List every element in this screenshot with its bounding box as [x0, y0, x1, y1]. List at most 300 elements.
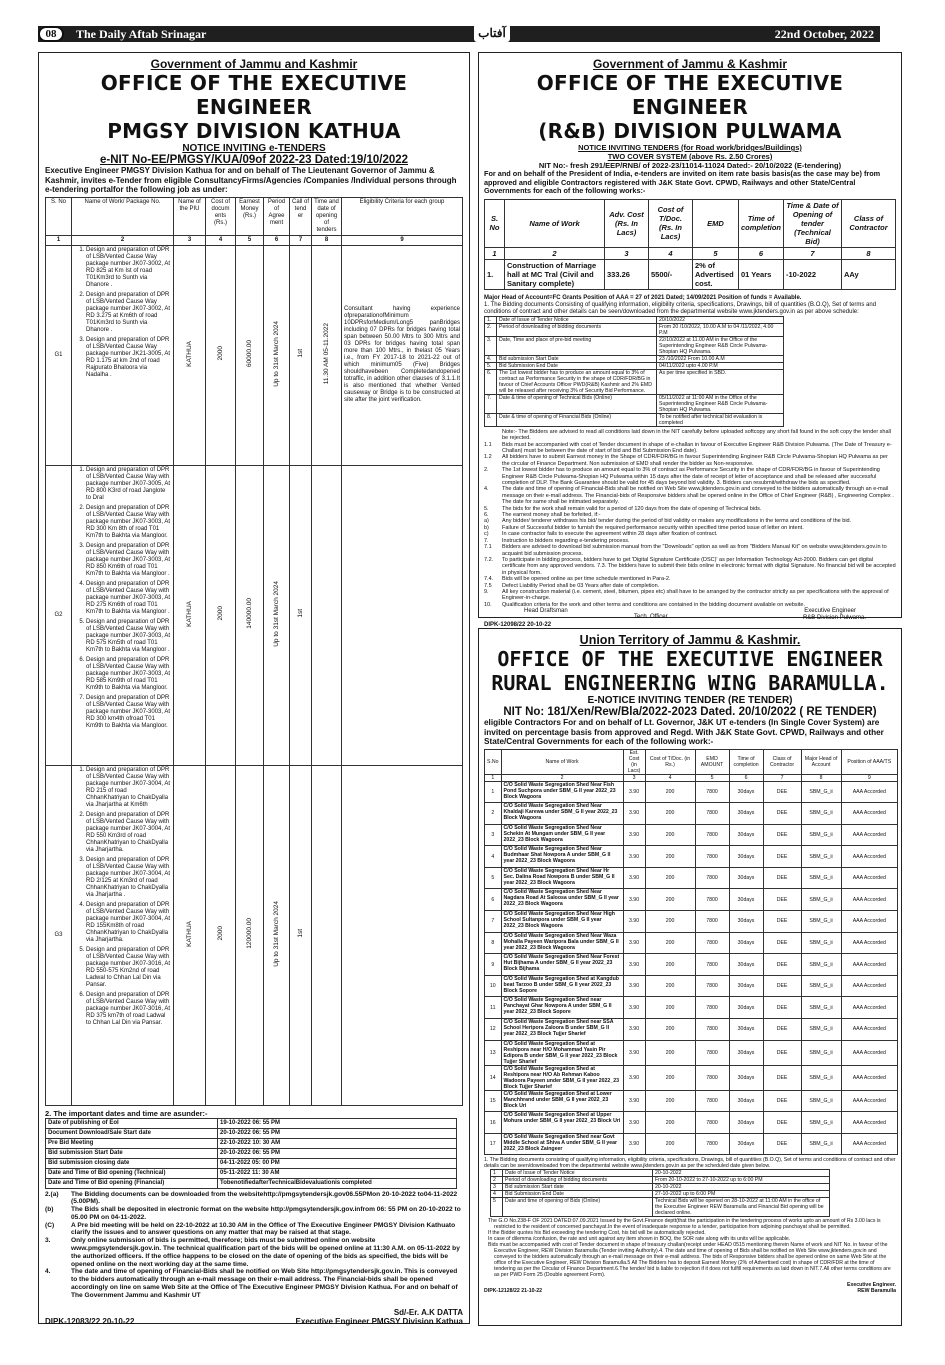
row-cell: C/O Solid Waste Segregation Shed Near Schekin At Mungam under SBM_G II year 2022_23 Block Wagoora: [501, 824, 623, 846]
row-cell: SBM_G_ii: [801, 889, 841, 911]
pulwama-sig-draftsman: Head Draftsman: [524, 608, 568, 615]
row-cell: 200: [645, 954, 695, 976]
row-cell: C/O Solid Waste Segregation Shed Near Hr Sec. Dalina Road Nowpora B under SBM_G II year 2022_23 Block Wagoora: [501, 867, 623, 889]
row-cell: DEE: [763, 824, 801, 846]
table-row: [485, 1090, 898, 1112]
date-cell: As per time specified in SBD.: [657, 369, 784, 394]
date-cell: 23 /10/2022 From 10.00 A.M: [657, 355, 784, 362]
row-cell: AAA Accorded: [841, 997, 897, 1019]
column-number: 6: [264, 235, 290, 245]
row-cell: 15: [485, 1090, 502, 1112]
date-cell: Bid submission Start date: [503, 1184, 653, 1191]
column-number: 4: [649, 247, 693, 259]
pulwama-sig-division: R&B Division Pulwama.: [802, 615, 866, 622]
date-cell: 20/10/2022: [657, 316, 784, 323]
date-cell: Date of Issue of Tender Notice: [497, 316, 657, 323]
column-header: Call of tend er: [290, 197, 312, 235]
row-cell: DEE: [763, 1065, 801, 1090]
condition-num: 1.2: [484, 454, 492, 461]
date-cell: From 20 /10/2022, 10.00 A.M to 04 /11/2022, 4.00 P.M: [657, 323, 784, 336]
row-piu: [174, 765, 206, 1105]
column-number: 8: [801, 774, 841, 781]
work-item: 5. Design and preparation of DPR of LSB/Vented Cause Way with package number JK07-3016, At RD 550-575 Km2nd of road Ladwal to Chhan Lal Din via Pansar.: [86, 947, 171, 989]
condition-item: [484, 454, 896, 467]
row-doc: [206, 245, 236, 465]
pulwama-major-head: Major Head of Account=FC Grants Position of AAA = 27 of 2021 Dated; 14/09/2021 Position of funds = Available.: [484, 294, 802, 301]
row-cell: 3.90: [623, 1065, 645, 1090]
table-row: [485, 803, 898, 825]
row-cell: AAA Accorded: [841, 911, 897, 933]
kathua-sig-name: Sd/-Er. A.K DATTA: [393, 1307, 463, 1317]
date-row: [46, 1148, 457, 1158]
row-cell: AAA Accorded: [841, 803, 897, 825]
row-piu: [174, 465, 206, 765]
condition-text: Defect Liability Period shall be 03 Years after date of completion.: [502, 582, 660, 589]
column-number: 6: [739, 247, 784, 259]
condition-text: Bidders are advised to download bid submission manual from the "Downloads" option as well as from "Bidders Manual Kit" on website www.jktenders.gov.in to acquaint bid submission process.: [502, 544, 887, 557]
column-number: 2: [72, 235, 174, 245]
table-row: [485, 1133, 898, 1155]
baramulla-colnum-row: [485, 774, 898, 781]
row-call: [290, 765, 312, 1105]
row-cell: 7: [485, 911, 502, 933]
condition-item: [484, 442, 896, 455]
row-cell: 3.90: [623, 1019, 645, 1041]
row-period-value: Up to 31st March 2024: [273, 320, 280, 387]
row-cell: SBM_G_ii: [801, 1019, 841, 1041]
page-number: 08: [38, 26, 64, 42]
row-cell: 200: [645, 867, 695, 889]
kathua-sig-title: Executive Engineer PMGSY Division Kathua: [295, 1316, 463, 1326]
date-row: [491, 1170, 830, 1177]
row-time-value: 11.30 AM 05-11.2022: [323, 322, 330, 385]
row-call: [290, 245, 312, 465]
baramulla-office-title: OFFICE OF THE EXECUTIVE ENGINEER: [497, 647, 883, 671]
date-row: [46, 1158, 457, 1168]
row-cell: 30days: [729, 781, 763, 803]
row-cell: SBM_G_ii: [801, 1040, 841, 1065]
pulwama-cover: TWO COVER SYSTEM (above Rs. 2.50 Crores): [607, 152, 773, 161]
date-cell: 5.: [485, 362, 497, 369]
row-cell: 1.: [485, 259, 505, 289]
baramulla-intro: eligible Contractors For and on behalf of Lt. Governor, J&K UT e-tenders (In Single Cover System) are invited on percentage basis from approved and Regd. With J&K State Govt. CPWD, Railways and other State/Central Governments for each of the following work:-: [484, 718, 884, 746]
date-cell: 7.: [485, 394, 497, 413]
condition-text: The earnest money shall be forfeited, if:-: [502, 512, 601, 519]
column-header: Period of Agree ment: [264, 197, 290, 235]
column-header: Position of AAA/TS: [841, 749, 897, 774]
row-call: [290, 465, 312, 765]
date-cell: 22/10/2022 at 11.00 AM in the Office of the Superintending Engineer R&B Circle Pulwama-Shopian HQ Pulwama.: [657, 336, 784, 355]
row-cell: C/O Solid Waste Segregation Shed at Upper Mohura under SBM_G II year 2022_23 Block Uri: [501, 1112, 623, 1134]
work-item: 5. Design and preparation of DPR of LSB/Vented Cause Way with package number JK07-3003, At RD 575 Km5th of road T01 Km7th to Bakhta via Mangloor .: [86, 619, 171, 654]
row-cell: 200: [645, 846, 695, 868]
condition-text: All key construction material (i.e. cement, steel, bitumen, pipes etc) shall have to be arranged by the contractor strictly as per specifications with the approval of Engineer-in-charge.: [502, 588, 889, 602]
row-cell: AAA Accorded: [841, 1065, 897, 1090]
date-cell: 04/11/2022 upto 4.00 P.M: [657, 362, 784, 369]
row-cell: 7800: [695, 889, 729, 911]
paper-logo: آفتاب: [474, 24, 510, 42]
row-cell: C/O Solid Waste Segregation Shed Near High School Sultanpora under SBM_G II year 2022_23 Block Wagoora: [501, 911, 623, 933]
kathua-header-row: [46, 197, 463, 235]
row-cell: 7800: [695, 824, 729, 846]
row-cell: 3.90: [623, 803, 645, 825]
row-cell: C/O Solid Waste Segregation Shed at Reshipora near H/O Ab Rehman Kaboo Wadoora Payeen under SBM_G II year 2022_23 Block Tujjer Sharief: [501, 1065, 623, 1090]
row-cell: AAA Accorded: [841, 932, 897, 954]
date-cell: 2.: [485, 323, 497, 336]
row-cell: DEE: [763, 867, 801, 889]
date-label: Bid submission Start Date: [46, 1148, 218, 1158]
baramulla-dates-table: [490, 1169, 830, 1217]
row-cell: SBM_G_ii: [801, 997, 841, 1019]
date-cell: 1: [491, 1170, 503, 1177]
table-row: [46, 465, 463, 765]
pulwama-tender-ad: [478, 52, 902, 629]
baramulla-nit: NIT No: 181/Xen/Rew/Bla/2022-2023 Dated. 20/10/2022 ( RE TENDER): [503, 706, 877, 718]
date-row: [485, 336, 784, 355]
condition-num: 2.: [484, 467, 489, 474]
column-header: Name of Work: [505, 199, 605, 247]
row-cell: 12: [485, 1019, 502, 1041]
condition-text: The bids for the work shall remain valid for a period of 120 days from the date of opening of Technical bids.: [502, 505, 762, 512]
condition-text: All bidders have to submit Earnest money in the Shape of CDR/FDR/BG in favour Superintending Engineer R&B Circle Pulwama-Shopian HQ Pulwama as per the circular of Finance Department. Non submission of EMD shall render the bidder as Non-responsive.: [502, 454, 888, 467]
table-row: [485, 932, 898, 954]
table-row: [485, 975, 898, 997]
row-cell: 14: [485, 1065, 502, 1090]
condition-num: 4.: [45, 1268, 51, 1276]
pulwama-intro: For and on behalf of the President of India, e-tenders are invited on item rate basis basis(as the case may be) from approved and eligible Contractors registered with J&K State Govt. CPWD, Railways and other State/Central Governments for each of the following works:-: [484, 169, 881, 196]
baramulla-conditions: [484, 1218, 896, 1278]
row-cell: 30days: [729, 1112, 763, 1134]
baramulla-tender-ad: [478, 628, 902, 1326]
column-header: Major Head of Account: [801, 749, 841, 774]
date-label: Bid submission closing date: [46, 1158, 218, 1168]
column-number: 2: [501, 774, 623, 781]
row-cell: AAA Accorded: [841, 1133, 897, 1155]
pulwama-gov: Government of Jammu & Kashmir: [592, 57, 788, 71]
row-cell: C/O Solid Waste Segregation Shed at Kangdub beat Tarzoo B under SBM_G II year 2022_23 Block Sopore: [501, 975, 623, 997]
date-cell: Date of Issue of Tender Notice: [503, 1170, 653, 1177]
date-row: [485, 316, 784, 323]
row-emd: [236, 245, 264, 465]
row-time: [312, 765, 342, 1105]
row-cell: C/O Solid Waste Segregation Shed at Reshipora near H/O Mohammad Yasin Pir Edipora B under SBM_G II year 2022_23 Block Tujjer Sharief: [501, 1040, 623, 1065]
condition-item: [45, 1191, 463, 1207]
column-header: Time & Date of Opening of tender (Technical Bid): [784, 199, 842, 247]
condition-text: The Bids shall be deposited in electronic format on the website http://pmgsytendersjk.gov.infrom 06: 55 PM on 20-10-2022 to 05.00 PM on 04-11-2022.: [71, 1206, 461, 1221]
work-item: 4. Design and preparation of DPR of LSB/Vented Cause Way with package number JK07-3003, At RD 275 Km6th of road T01 Km7th to Bakhta via Mangloor .: [86, 581, 171, 616]
row-cell: 3.90: [623, 867, 645, 889]
row-cell: 8: [485, 932, 502, 954]
baramulla-clause1: 1. The Bidding documents consisting of qualifying information, eligibility criteria, specifications, Drawings, bill of quantities (B.O.Q), Set of terms and conditions of contract and other details can be seen/downloaded from the departmental website www.jktenders.gov.in as per the scheduled date given below.: [484, 1157, 896, 1170]
column-number: 1: [46, 235, 72, 245]
column-number: 9: [841, 774, 897, 781]
work-item: 3. Design and preparation of DPR of LSB/Vented Cause Way with package number JK07-3003, At RD 850 Km6th of road T01 Km7th to Bakhta via Mangloor .: [86, 543, 171, 578]
work-item: 2. Design and preparation of DPR of LSB/Vented Cause Way with package number JK07-3004, At RD 550 Km3rd of road ChhanKhatriyan to ChakDyalla via Jharjartha.: [86, 812, 171, 854]
row-cell: AAA Accorded: [841, 781, 897, 803]
row-cell: DEE: [763, 975, 801, 997]
row-time: [312, 245, 342, 465]
condition-item: If the Bidder quotes his Bid exceeding the tendering Cost, his bid will be automatically rejected.: [488, 1230, 706, 1237]
table-row: [485, 259, 896, 289]
baramulla-works-table: [484, 749, 898, 1156]
work-item: 2. Design and preparation of DPR of LSB/Vented Cause Way package number JK07-3002, At RD 3.275 at Km6th of road T01Km3rd to Sunth via Dhanore .: [86, 292, 171, 334]
row-cell: 3.90: [623, 997, 645, 1019]
date-cell: 8.: [485, 413, 497, 426]
column-header: Est. Cost (in Lacs): [623, 749, 645, 774]
column-number: 4: [645, 774, 695, 781]
row-call-value: 1st: [297, 349, 304, 358]
row-cell: AAA Accorded: [841, 1019, 897, 1041]
column-number: 1: [485, 247, 505, 259]
row-cell: 200: [645, 1112, 695, 1134]
row-time: [312, 465, 342, 765]
date-cell: Date & time of opening of Technical Bids (Online): [497, 394, 657, 413]
condition-num: 7.2.: [484, 556, 494, 563]
work-item: 1. Design and preparation of DPR of LSB/Vented Cause Way package number JK07-3002, At RD 825 at Km Ist of road T01Km3rd to Sunth via Dhanore .: [86, 247, 171, 289]
work-item: 6. Design and preparation of DPR of LSB/Vented Cause Way with package number JK07-3003, At RD 585 Km9th of road T01 Km9th to Bakhta via Mangloor.: [86, 657, 171, 692]
date-label: Date and Time of Bid opening (Technical): [46, 1168, 218, 1178]
condition-text: Note:- The Bidders are advised to read all conditions laid down in the NIT carefully before uploaded softcopy any short fall found in the soft copy the tender shall be rejected.: [502, 428, 891, 442]
date-value: 05-11-2022 11: 30 AM: [218, 1168, 457, 1178]
date-label: Date and Time of Bid opening (Financial): [46, 1178, 218, 1188]
date-value: TobenotifiedafterTechnicalBidevaluationis completed: [218, 1178, 457, 1188]
row-cell: AAy: [842, 259, 896, 289]
work-item: 4. Design and preparation of DPR of LSB/Vented Cause Way with package number JK07-3004, At RD 155Km8th of road ChhanKhatriyan to ChakDyalla via Jharjartha.: [86, 902, 171, 944]
row-cell: 3.90: [623, 1090, 645, 1112]
row-cell: 3.90: [623, 1133, 645, 1155]
row-cell: 200: [645, 1090, 695, 1112]
condition-num: 7.4.: [484, 576, 494, 583]
column-header: Time of completion: [729, 749, 763, 774]
row-call-value: 1st: [297, 609, 304, 618]
date-row: [46, 1138, 457, 1148]
date-cell: Date & time of opening of Financial Bids (Online): [497, 413, 657, 426]
row-cell: Construction of Marriage hall at MC Tral (Civil and Sanitary complete): [505, 259, 605, 289]
column-header: EMD AMOUNT: [695, 749, 729, 774]
column-header: EMD: [693, 199, 739, 247]
row-emd-value: 140000.00: [246, 598, 253, 629]
row-cell: AAA Accorded: [841, 824, 897, 846]
kathua-office-title: OFFICE OF THE EXECUTIVE ENGINEER: [100, 71, 408, 119]
work-item: 6. Design and preparation of DPR of LSB/Vented Cause Way with package number JK07-3016, At RD 375 km7th of road Ladwal to Chhan Lal Din via Pansar.: [86, 992, 171, 1027]
condition-text: Bids must be accompanied with cost of Tender document in shape of e-challan in favour of Executive Engineer R&B Division Pulwama. (The Date of Treasury e-Challan) must be between the date of start of bid and Bid Submission End date).: [502, 441, 892, 454]
row-cell: 7800: [695, 1019, 729, 1041]
condition-text: Failure of Successful bidder to furnish the required performance security within specified time period issue of letter on intent.: [502, 524, 804, 531]
condition-text: Qualification criteria for the work and other terms and conditions are contained in the bidding document available on website.: [502, 601, 805, 608]
row-cell: C/O Solid Waste Segregation Shed near SSA School Heripora Zaloora B under SBM_G II year 2022_23 Block Tujjer Sharief: [501, 1019, 623, 1041]
table-row: [485, 867, 898, 889]
column-header: S. No: [46, 197, 72, 235]
date-cell: 5: [491, 1198, 503, 1217]
condition-num: 9.: [484, 588, 489, 595]
date-row: [46, 1118, 457, 1128]
row-period-value: Up to 31st March 2024: [273, 900, 280, 967]
condition-text: Any bidder/ tenderer withdraws his bid/ tender during the period of bid validity or makes any modifications in the terms and conditions of the bid.: [502, 518, 852, 525]
row-cell: 200: [645, 1040, 695, 1065]
condition-item: [484, 589, 896, 602]
row-cell: 7800: [695, 997, 729, 1019]
column-number: 5: [693, 247, 739, 259]
column-number: 3: [174, 235, 206, 245]
row-cell: C/O Solid Waste Segregation Shed Near Nagdara Road At Saloosa under SBM_G II year 2022_23 Block Wagoora: [501, 889, 623, 911]
condition-item: [45, 1206, 463, 1222]
table-row: [485, 1112, 898, 1134]
row-cell: -10-2022: [784, 259, 842, 289]
row-cell: 9: [485, 954, 502, 976]
row-cell: 30days: [729, 1133, 763, 1155]
masthead: [38, 26, 880, 42]
condition-num: (b): [45, 1206, 54, 1214]
row-cell: 7800: [695, 911, 729, 933]
date-cell: 2: [491, 1177, 503, 1184]
condition-num: 4.: [484, 486, 489, 493]
row-cell: 200: [645, 824, 695, 846]
row-cell: 13: [485, 1040, 502, 1065]
column-number: 1: [485, 774, 502, 781]
row-emd: [236, 465, 264, 765]
column-header: Earnest Money (Rs.): [236, 197, 264, 235]
row-cell: AAA Accorded: [841, 867, 897, 889]
row-cell: AAA Accorded: [841, 954, 897, 976]
baramulla-header-row: [485, 749, 898, 774]
row-cell: SBM_G_ii: [801, 1065, 841, 1090]
row-cell: AAA Accorded: [841, 975, 897, 997]
row-sno: G3: [46, 765, 72, 1105]
row-cell: 1: [485, 781, 502, 803]
row-cell: DEE: [763, 932, 801, 954]
row-cell: 200: [645, 1133, 695, 1155]
row-period-value: Up to 31st March 2024: [273, 580, 280, 647]
row-cell: 30days: [729, 889, 763, 911]
date-cell: Period of downloading of bidding documents: [503, 1177, 653, 1184]
row-period: [264, 245, 290, 465]
column-number: 4: [206, 235, 236, 245]
kathua-works-table: [45, 197, 463, 1106]
row-cell: 3.90: [623, 911, 645, 933]
work-item: 1. Design and preparation of DPR of LSB/Vented Cause Way with package number JK07-3005, At RD 800 K3rd of road Janglote to Dral: [86, 467, 171, 502]
date-row: [491, 1191, 830, 1198]
work-item: 7. Design and preparation of DPR of LSB/Vented Cause Way with package number JK07-3003, At RD 300 km4th ofroad T01 Km9th to Bakhta via Mangloor.: [86, 695, 171, 730]
row-cell: 30days: [729, 954, 763, 976]
condition-item: [45, 1268, 463, 1299]
date-cell: 05/11/2022 at 11:00 AM in the Office of the Superintending Engineer R&B Circle Pulwama-Shopian HQ Pulwama.: [657, 394, 784, 413]
condition-num: 10.: [484, 601, 492, 608]
pulwama-division-title: (R&B) DIVISION PULWAMA: [538, 119, 842, 143]
row-cell: 200: [645, 911, 695, 933]
date-cell: 27-10-2022 up to 6:00 PM: [653, 1191, 830, 1198]
row-doc: [206, 765, 236, 1105]
condition-item: [484, 429, 896, 442]
pulwama-colnum-row: [485, 247, 896, 259]
row-cell: C/O Solid Waste Segregation Shed near Panchayat Ghar Nowpora A under SBM_G II year 2022_23 Block Sopore: [501, 997, 623, 1019]
row-cell: 30days: [729, 997, 763, 1019]
condition-item: [484, 557, 896, 576]
row-cell: 2: [485, 803, 502, 825]
row-cell: SBM_G_ii: [801, 1090, 841, 1112]
row-cell: SBM_G_ii: [801, 781, 841, 803]
row-cell: DEE: [763, 803, 801, 825]
row-cell: 16: [485, 1112, 502, 1134]
row-cell: SBM_G_ii: [801, 975, 841, 997]
work-item: 2. Design and preparation of DPR of LSB/Vented Cause Way with package number JK07-3003, At RD 300 Km 8th of road T01 Km7th to Bakhta via Mangloor.: [86, 505, 171, 540]
condition-num: a): [484, 518, 489, 525]
date-label: Document Download/Sale Start date: [46, 1128, 218, 1138]
row-cell: 7800: [695, 932, 729, 954]
row-cell: 3.90: [623, 846, 645, 868]
date-cell: 6.: [485, 369, 497, 394]
column-header: Name of Work: [501, 749, 623, 774]
row-cell: DEE: [763, 1133, 801, 1155]
row-cell: 30days: [729, 1040, 763, 1065]
column-number: 6: [729, 774, 763, 781]
row-cell: 17: [485, 1133, 502, 1155]
date-cell: 3: [491, 1184, 503, 1191]
row-emd-value: 60000.00: [246, 339, 253, 368]
row-cell: C/O Solid Waste Segregation Shed Near Budmhaar Shat Nowpora A under SBM_G II year 2022_23 Block Wagoora: [501, 846, 623, 868]
row-cell: SBM_G_ii: [801, 932, 841, 954]
date-cell: Technical Bids will be opened on 28-10-2022 at 11:00 AM in the office of the Executive Engineer REW Baramulla and Financial Bid opening will be declared online.: [653, 1198, 830, 1217]
date-row: [485, 369, 784, 394]
row-eligibility: Consultant having experience ofpreparationofMinimum 10DPRsforMedium/Long5 panBridges including 07 DPRs for bridges having total span between 50.00 Mtrs to 300 Mtrs and 03 DPRs for bridges having total span more than 100 Mtrs., in thelast 05 Years i.e., from FY 2017-18 to 2021-22 out of which minimum05 (Five) Bridges shouldhavebeen Completedandopened totraffic, in addition other clauses of 3.1.1.It is also mentioned that whether Vented causeway or Bridge is to be constructed at site after the joint verification.: [342, 245, 463, 465]
kathua-nit: e-NIT No-EE/PMGSY/KUA/09of 2022-23 Dated:19/10/2022: [99, 154, 409, 166]
column-number: 9: [342, 235, 463, 245]
date-row: [485, 413, 784, 426]
condition-num: 5.: [484, 505, 489, 512]
row-cell: C/O Solid Waste Segregation Shed near Govt Middle School at Shiva A under SBM_G II year 2022_23 Block Zaingeer: [501, 1133, 623, 1155]
row-piu-value: KATHUA: [186, 340, 193, 367]
row-cell: 2% of Advertised cost.: [693, 259, 739, 289]
condition-text: The date and time of opening of Financial-Bids shall be notified on Web Site http://pmgsytendersjk.gov.in. This is conveyed to the bidders automatically through an e-mail message on their e-mail address. The Financial-bids shall be opened accordingly on line on same Web Site at the Office of The Executive Engineer PMGSY Division Kathua. For and on behalf of The Government Jammu and Kashmir UT: [71, 1268, 458, 1299]
condition-text: To participate in bidding process, bidders have to get 'Digital Signature Certificate (DSC)' as per Information Technology Act-2000. Bidders can get digital certificate from any approved vendors. 7.3. The bidders have to submit their bids online in electronic format with digital Signature. No financial bid will be accepted in physical form.: [502, 556, 896, 576]
row-works: [72, 465, 174, 765]
row-cell: 30days: [729, 911, 763, 933]
row-cell: DEE: [763, 911, 801, 933]
row-emd: [236, 765, 264, 1105]
row-cell: AAA Accorded: [841, 846, 897, 868]
row-eligibility: [342, 765, 463, 1105]
row-cell: 200: [645, 932, 695, 954]
row-doc: [206, 465, 236, 765]
kathua-notice: NOTICE INVITING e-TENDERS: [182, 143, 326, 154]
kathua-division-title: PMGSY DIVISION KATHUA: [107, 119, 401, 143]
row-cell: 3.90: [623, 932, 645, 954]
table-row: [485, 1019, 898, 1041]
condition-num: 7.5: [484, 582, 492, 589]
date-label: Date of publishing of EoI: [46, 1118, 218, 1128]
row-cell: 200: [645, 781, 695, 803]
column-header: Time of completion: [739, 199, 784, 247]
condition-num: (C): [45, 1221, 55, 1229]
work-item: 3. Design and preparation of DPR of LSB/Vented Cause Way package number JK21-3005, At RD 1.175 at km 2nd of road Rajpurato Bhaloora via Nadalha .: [86, 337, 171, 379]
date-value: 19-10-2022 06: 55 PM: [218, 1118, 457, 1128]
date-label: Pre Bid Meeting: [46, 1138, 218, 1148]
row-cell: DEE: [763, 954, 801, 976]
row-piu-value: KATHUA: [186, 920, 193, 947]
date-row: [491, 1177, 830, 1184]
table-row: [46, 245, 463, 465]
condition-item: In case of dilemma /confusion, the rate and unit against any item shown in BOQ, the SOR rate along with its units will be applicable.: [488, 1236, 791, 1243]
row-cell: 01 Years: [739, 259, 784, 289]
row-cell: 200: [645, 803, 695, 825]
date-row: [491, 1198, 830, 1217]
date-row: [485, 362, 784, 369]
row-cell: 3.90: [623, 1112, 645, 1134]
row-cell: SBM_G_ii: [801, 824, 841, 846]
row-cell: C/O Solid Waste Segregation Shed Near Fish Pond Suchpora under SBM_G II year 2022_23 Block Wagoora: [501, 781, 623, 803]
row-cell: DEE: [763, 997, 801, 1019]
table-row: [485, 781, 898, 803]
row-cell: 30days: [729, 867, 763, 889]
